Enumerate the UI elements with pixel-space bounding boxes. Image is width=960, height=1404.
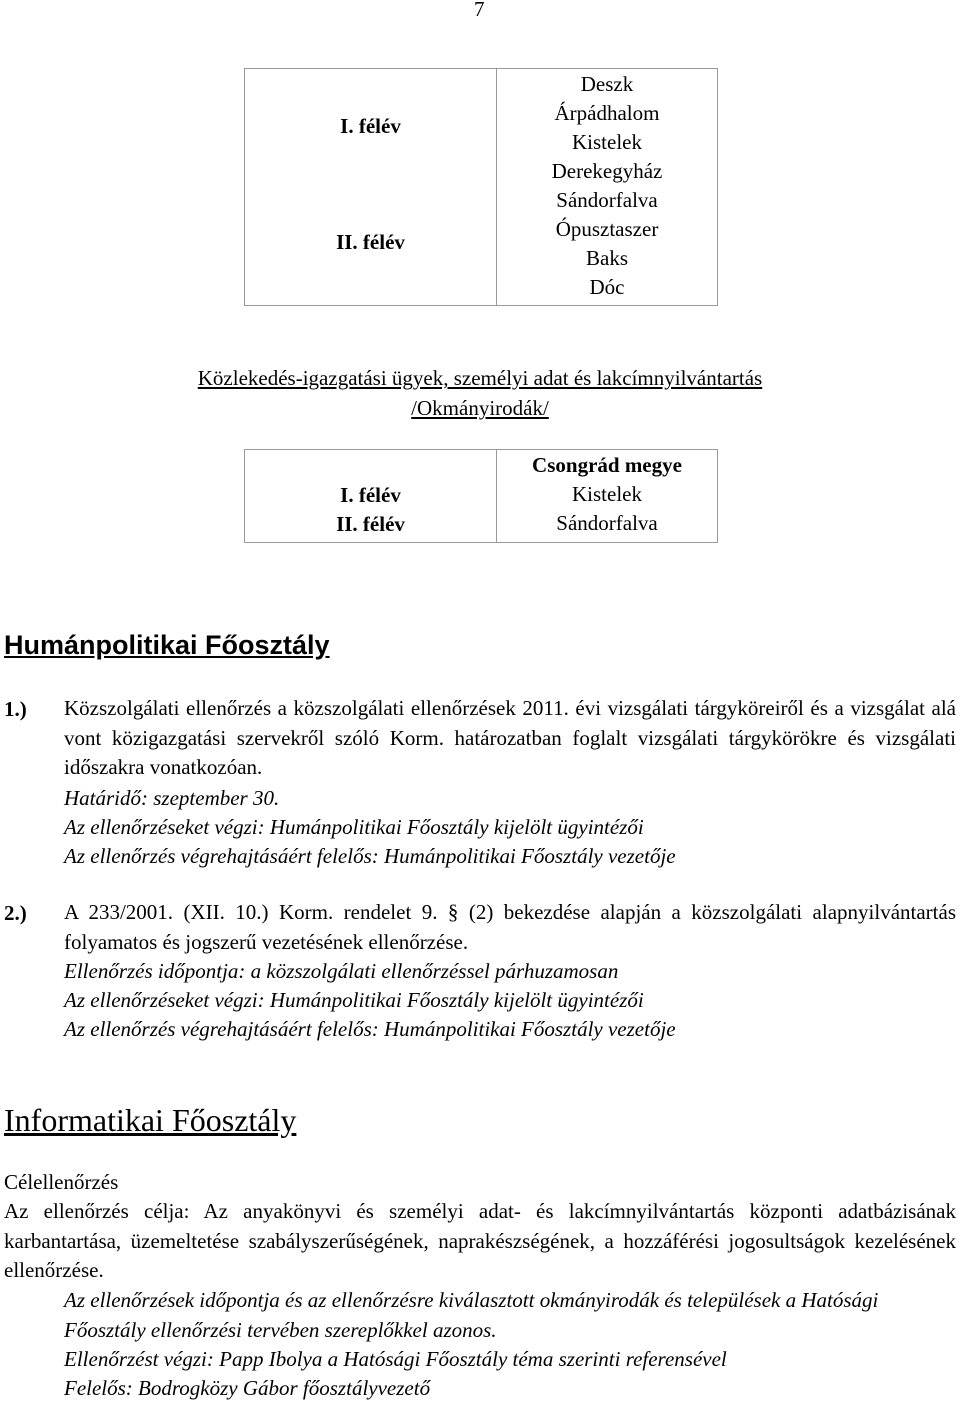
- it-department-heading: Informatikai Főosztály: [4, 1102, 297, 1138]
- it-check-performer: Ellenőrzést végzi: Papp Ibolya a Hatósági Főosztály téma szerinti referensével: [64, 1347, 727, 1371]
- semester-cell: [245, 450, 497, 543]
- places-cell: [497, 69, 718, 306]
- schedule-table-2: [244, 449, 718, 543]
- place-item: Baks: [586, 246, 628, 270]
- item-1-text: Közszolgálati ellenőrzés a közszolgálati ellenőrzések 2011. évi vizsgálati tárgyköreiről és a vizsgálat alá vont közigazgatási szervekről szóló Korm. határozatban foglalt vizsgálati tárgykörökre és vizsgálati időszakra vonatkozóan.: [64, 696, 956, 779]
- item-1-performer: Az ellenőrzéseket végzi: Humánpolitikai Főosztály kijelölt ügyintézői: [64, 815, 644, 839]
- section-title-line1: Közlekedés-igazgatási ügyek, személyi adat és lakcímnyilvántartás: [197, 366, 763, 390]
- item-2-performer: Az ellenőrzéseket végzi: Humánpolitikai Főosztály kijelölt ügyintézői: [64, 988, 644, 1012]
- item-2-responsible: Az ellenőrzés végrehajtásáért felelős: Humánpolitikai Főosztály vezetője: [64, 1017, 676, 1041]
- it-check-responsible: Felelős: Bodrogközy Gábor főosztályvezető: [64, 1376, 431, 1400]
- human-resources-heading: Humánpolitikai Főosztály: [4, 630, 330, 660]
- it-check-type: Célellenőrzés: [4, 1170, 119, 1194]
- semester-1-label: I. félév: [340, 483, 401, 507]
- place-item: Kistelek: [572, 130, 642, 154]
- place-item: Deszk: [580, 72, 634, 96]
- it-check-goal: Az ellenőrzés célja: Az anyakönyvi és személyi adat- és lakcímnyilvántartás központi adatbázisának karbantartása, üzemeltetése szabályszerűségének, naprakészségének, a hozzáférési jogosultságok kezelésének ellenőrzése.: [4, 1199, 956, 1282]
- page-number: 7: [474, 0, 485, 21]
- place-item: Derekegyház: [551, 159, 663, 183]
- section-title-line2: /Okmányirodák/: [411, 396, 549, 420]
- place-item: Ópusztaszer: [555, 217, 659, 241]
- semester-2-label: II. félév: [336, 512, 405, 536]
- item-2-timing: Ellenőrzés időpontja: a közszolgálati ellenőrzéssel párhuzamosan: [64, 959, 619, 983]
- semester-2-label: II. félév: [336, 230, 405, 254]
- it-check-timing: Az ellenőrzések időpontja és az ellenőrzésre kiválasztott okmányirodák és települések a Hatósági Főosztály ellenőrzési tervében szereplőkkel azonos.: [64, 1288, 879, 1342]
- place-item: Árpádhalom: [554, 101, 660, 125]
- place-item: Sándorfalva: [556, 511, 658, 535]
- places-cell: [497, 450, 718, 543]
- item-1-number: 1.): [4, 697, 27, 721]
- semester-1-label: I. félév: [340, 114, 401, 138]
- schedule-table-1: [244, 68, 718, 306]
- place-item: Sándorfalva: [556, 188, 658, 212]
- item-2-number: 2.): [4, 901, 27, 925]
- item-2-text: A 233/2001. (XII. 10.) Korm. rendelet 9. § (2) bekezdése alapján a közszolgálati alapnyilvántartás folyamatos és jogszerű vezetésének ellenőrzése.: [64, 900, 956, 954]
- semester-cell: [245, 69, 497, 306]
- county-header: Csongrád megye: [532, 453, 682, 477]
- item-1-responsible: Az ellenőrzés végrehajtásáért felelős: Humánpolitikai Főosztály vezetője: [64, 844, 676, 868]
- item-1-deadline: Határidő: szeptember 30.: [64, 786, 280, 810]
- place-item: Kistelek: [572, 482, 642, 506]
- place-item: Dóc: [589, 275, 625, 299]
